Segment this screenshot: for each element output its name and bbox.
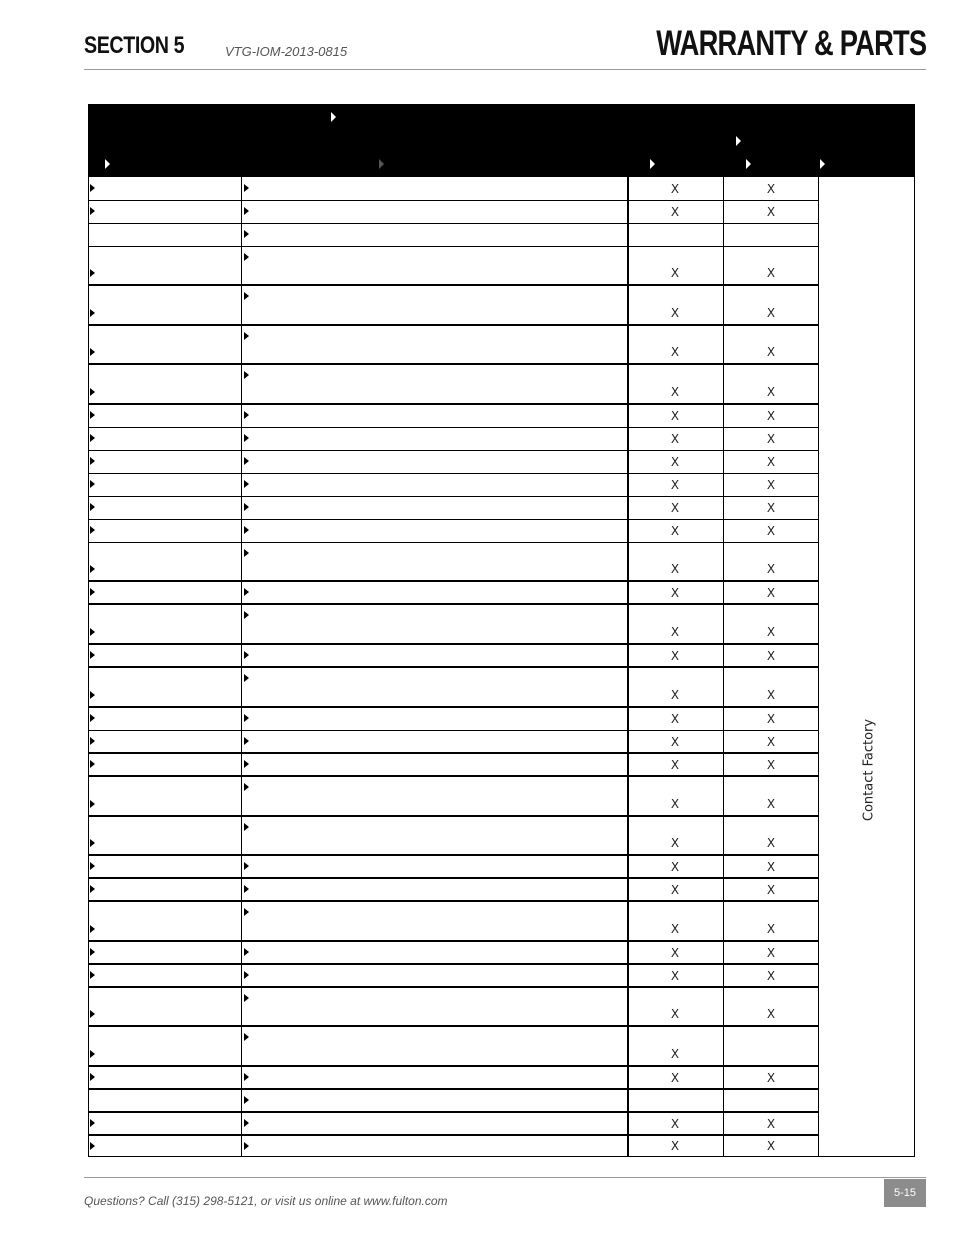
row-bullet-icon [90, 691, 95, 699]
row-bullet-icon [244, 457, 249, 465]
row-bullet-icon [90, 348, 95, 356]
row-bullet-icon [244, 1033, 249, 1041]
row-bullet-icon [90, 800, 95, 808]
column-mark-2: X [766, 431, 776, 446]
row-divider [88, 1025, 819, 1027]
column-mark-2: X [766, 836, 776, 850]
column-mark-1: X [670, 454, 680, 469]
column-mark-1: X [670, 306, 680, 320]
column-mark-2: X [766, 454, 776, 469]
column-mark-2: X [766, 266, 776, 280]
row-divider [88, 200, 819, 201]
row-bullet-icon [244, 885, 249, 893]
row-bullet-icon [244, 1142, 249, 1150]
column-mark-1: X [670, 711, 680, 726]
column-mark-1: X [670, 204, 680, 219]
contact-factory-note: Contact Factory [861, 718, 877, 822]
row-bullet-icon [90, 588, 95, 596]
row-bullet-icon [244, 1119, 249, 1127]
column-mark-2: X [766, 1139, 776, 1153]
row-bullet-icon [244, 908, 249, 916]
footer-divider [84, 1177, 926, 1178]
row-divider [88, 775, 819, 777]
header-arrow-icon [736, 136, 741, 146]
row-bullet-icon [244, 588, 249, 596]
row-bullet-icon [90, 1142, 95, 1150]
column-mark-1: X [670, 1116, 680, 1131]
row-divider [88, 580, 819, 582]
row-bullet-icon [90, 565, 95, 573]
row-divider [88, 1111, 819, 1113]
row-bullet-icon [244, 503, 249, 511]
column-mark-2: X [766, 345, 776, 359]
column-mark-2: X [766, 1116, 776, 1131]
column-mark-1: X [670, 408, 680, 423]
row-divider [88, 815, 819, 817]
row-bullet-icon [90, 714, 95, 722]
row-divider [88, 223, 819, 224]
row-bullet-icon [244, 971, 249, 979]
column-mark-1: X [670, 797, 680, 811]
column-mark-1: X [670, 757, 680, 772]
row-divider [88, 284, 819, 286]
row-bullet-icon [90, 457, 95, 465]
row-divider [88, 603, 819, 605]
row-divider [88, 986, 819, 988]
column-mark-1: X [670, 1139, 680, 1153]
column-mark-2: X [766, 306, 776, 320]
column-mark-1: X [670, 500, 680, 515]
header-arrow-icon [746, 159, 751, 169]
header-divider [84, 69, 926, 70]
column-mark-2: X [766, 859, 776, 874]
column-mark-1: X [670, 523, 680, 538]
row-bullet-icon [90, 184, 95, 192]
column-mark-1: X [670, 431, 680, 446]
row-bullet-icon [90, 1010, 95, 1018]
column-mark-1: X [670, 585, 680, 600]
row-bullet-icon [90, 839, 95, 847]
row-bullet-icon [90, 207, 95, 215]
row-bullet-icon [244, 783, 249, 791]
row-bullet-icon [244, 994, 249, 1002]
row-bullet-icon [244, 651, 249, 659]
column-mark-1: X [670, 562, 680, 576]
header-arrow-icon [331, 112, 336, 122]
row-bullet-icon [90, 1119, 95, 1127]
row-divider [88, 940, 819, 942]
row-bullet-icon [90, 526, 95, 534]
row-divider [88, 706, 819, 708]
column-mark-1: X [670, 882, 680, 897]
column-mark-1: X [670, 266, 680, 280]
page-number: 5-15 [884, 1179, 926, 1207]
row-bullet-icon [244, 411, 249, 419]
column-mark-2: X [766, 945, 776, 960]
row-divider [88, 363, 819, 365]
column-mark-2: X [766, 385, 776, 399]
row-bullet-icon [244, 737, 249, 745]
column-mark-1: X [670, 1047, 680, 1061]
row-divider [88, 427, 819, 428]
column-mark-2: X [766, 1070, 776, 1085]
column-mark-1: X [670, 859, 680, 874]
row-bullet-icon [244, 611, 249, 619]
row-divider [88, 1065, 819, 1067]
row-bullet-icon [244, 760, 249, 768]
row-divider [88, 496, 819, 497]
row-bullet-icon [244, 434, 249, 442]
column-mark-1: X [670, 385, 680, 399]
row-divider [88, 324, 819, 326]
column-mark-1: X [670, 836, 680, 850]
row-divider [88, 900, 819, 902]
column-mark-1: X [670, 181, 680, 196]
row-bullet-icon [90, 480, 95, 488]
row-divider [88, 730, 819, 731]
column-mark-1: X [670, 1007, 680, 1021]
row-bullet-icon [90, 737, 95, 745]
column-mark-2: X [766, 204, 776, 219]
column-mark-2: X [766, 797, 776, 811]
header-arrow-icon [105, 159, 110, 169]
column-mark-1: X [670, 477, 680, 492]
row-divider [88, 963, 819, 965]
table-header [88, 104, 915, 177]
row-bullet-icon [244, 948, 249, 956]
row-divider [88, 403, 819, 405]
column-mark-2: X [766, 625, 776, 639]
header-arrow-icon [650, 159, 655, 169]
row-divider [88, 246, 819, 247]
row-bullet-icon [244, 332, 249, 340]
column-mark-2: X [766, 585, 776, 600]
row-bullet-icon [90, 760, 95, 768]
row-bullet-icon [244, 823, 249, 831]
row-divider [88, 542, 819, 543]
row-bullet-icon [90, 628, 95, 636]
row-bullet-icon [90, 269, 95, 277]
row-bullet-icon [90, 862, 95, 870]
column-mark-2: X [766, 408, 776, 423]
row-divider [88, 519, 819, 520]
row-bullet-icon [244, 526, 249, 534]
row-bullet-icon [90, 1050, 95, 1058]
row-bullet-icon [90, 925, 95, 933]
column-mark-2: X [766, 968, 776, 983]
row-bullet-icon [90, 388, 95, 396]
footer-contact: Questions? Call (315) 298-5121, or visit us online at www.fulton.com [84, 1194, 448, 1208]
row-bullet-icon [244, 253, 249, 261]
row-bullet-icon [90, 309, 95, 317]
column-mark-2: X [766, 477, 776, 492]
row-bullet-icon [244, 1096, 249, 1104]
row-bullet-icon [244, 480, 249, 488]
column-mark-2: X [766, 922, 776, 936]
row-divider [88, 1134, 819, 1136]
row-bullet-icon [90, 885, 95, 893]
column-mark-1: X [670, 1070, 680, 1085]
row-bullet-icon [244, 230, 249, 238]
row-bullet-icon [90, 503, 95, 511]
section-label: SECTION 5 [84, 32, 185, 59]
row-bullet-icon [244, 862, 249, 870]
row-bullet-icon [244, 292, 249, 300]
column-mark-2: X [766, 562, 776, 576]
column-mark-1: X [670, 922, 680, 936]
column-mark-2: X [766, 1007, 776, 1021]
row-divider [88, 450, 819, 451]
parts-table [88, 104, 915, 1157]
row-bullet-icon [90, 1073, 95, 1081]
row-divider [88, 666, 819, 668]
column-mark-1: X [670, 968, 680, 983]
row-bullet-icon [90, 411, 95, 419]
row-bullet-icon [90, 948, 95, 956]
row-divider [88, 877, 819, 879]
row-bullet-icon [244, 549, 249, 557]
row-divider [88, 854, 819, 856]
row-divider [88, 1088, 819, 1090]
column-mark-2: X [766, 500, 776, 515]
column-mark-1: X [670, 648, 680, 663]
row-divider [88, 752, 819, 754]
column-mark-2: X [766, 648, 776, 663]
document-code: VTG-IOM-2013-0815 [225, 44, 348, 59]
column-mark-2: X [766, 688, 776, 702]
column-mark-2: X [766, 757, 776, 772]
column-mark-2: X [766, 711, 776, 726]
row-bullet-icon [244, 184, 249, 192]
row-bullet-icon [244, 207, 249, 215]
column-mark-1: X [670, 625, 680, 639]
row-bullet-icon [244, 674, 249, 682]
row-divider [88, 643, 819, 645]
row-bullet-icon [244, 714, 249, 722]
column-mark-1: X [670, 734, 680, 749]
header-arrow-icon [820, 159, 825, 169]
page-title: WARRANTY & PARTS [655, 24, 926, 63]
row-bullet-icon [90, 651, 95, 659]
row-bullet-icon [244, 371, 249, 379]
column-mark-1: X [670, 688, 680, 702]
column-mark-1: X [670, 945, 680, 960]
column-mark-2: X [766, 734, 776, 749]
row-divider [88, 473, 819, 474]
row-bullet-icon [90, 434, 95, 442]
header-arrow-icon [379, 159, 384, 169]
row-bullet-icon [90, 971, 95, 979]
column-mark-1: X [670, 345, 680, 359]
column-mark-2: X [766, 882, 776, 897]
row-bullet-icon [244, 1073, 249, 1081]
column-mark-2: X [766, 523, 776, 538]
column-mark-2: X [766, 181, 776, 196]
